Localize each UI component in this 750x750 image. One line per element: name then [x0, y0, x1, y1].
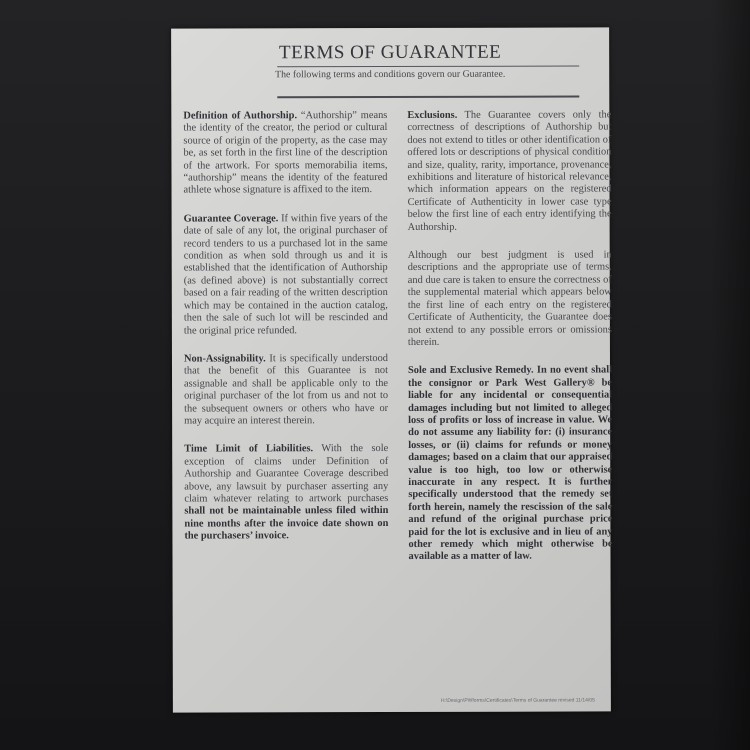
file-path-footer: H:\Design\PWforms\Certificates\Terms of Guarantee revised 11/14/05: [440, 697, 595, 704]
section-body: “Authorship” means the identity of the creator, the period or cultural source of origin of the property, as the case may be, as set forth in the first line of the description of the artwork. For sports memorabilia items, “authorship” means the identity of the featured athlete whose signature is affixed to the item.: [183, 110, 388, 196]
section-emphasis: shall not be maintainable unless filed within nine months after the invoice date shown on the purchasers’ invoice.: [184, 505, 389, 542]
definition-of-authorship-section: [183, 110, 387, 197]
time-limit-of-liabilities-section: [184, 443, 388, 543]
left-column: [183, 110, 388, 559]
right-column: [407, 109, 612, 579]
non-assignability-section: [184, 353, 388, 428]
exclusions-section: [407, 109, 611, 234]
document-subtitle: The following terms and conditions govern our Guarantee.: [275, 68, 506, 81]
subtitle-rule: [277, 96, 579, 98]
best-judgment-section: [408, 249, 612, 349]
section-body: Although our best judgment is used in descriptions and the appropriate use of terms, and due care is taken to ensure the correctness of the supplemental material which appears below the first line of each entry on the registered Certificate of Authenticity, the Guarantee does not extend to any possible errors or omissions therein.: [407, 249, 612, 348]
section-body: It is specifically understood that the benefit of this Guarantee is not assignable and shall be applicable only to the original purchaser of the lot from us and not to the subsequent owners or others who have or may acquire an interest therein.: [183, 352, 389, 427]
section-body: The Guarantee covers only the correctness of descriptions of Authorship but does not extend to titles or other identification of offered lots or descriptions of physical condition and size, quality, rarity, importance, provenance, exhibitions and literature of historical relevance, which information appears on the registered Certificate of Authenticity in lower case type below the first line of each entry identifying the Authorship.: [407, 109, 612, 233]
section-heading: Definition of Authorship.: [183, 110, 298, 122]
document-title: TERMS OF GUARANTEE: [279, 41, 502, 64]
guarantee-coverage-section: [184, 213, 388, 338]
section-heading: Time Limit of Liabilities.: [184, 443, 314, 455]
section-body: With the sole exception of claims under Definition of Authorship and Guarantee Coverage described above, any lawsuit by purchaser asserting any claim whatever relating to artwork purchases: [184, 443, 389, 505]
section-body: If within five years of the date of sale of any lot, the original purchaser of record tenders to us a purchased lot in the same condition as when sold through us and it is established that the identification of Authorship (as defined above) is not substantially correct based on a fair reading of the written description which may be contained in the auction catalog, then the sale of such lot will be rescinded and the original price refunded.: [183, 212, 388, 337]
title-rule: [277, 66, 579, 68]
section-heading: Exclusions.: [407, 109, 458, 121]
guarantee-document: [171, 27, 611, 712]
section-emphasis: In no event shall the consignor or Park West Gallery® be liable for any incidental or consequential damages including but not limited to alleged loss of profits or loss of increase in value. We do not assume any liability for: (i) insurance losses, or (ii) claims for refunds or money damages; based on a claim that our appraised value is too high, too low or otherwise inaccurate in any respect. It is further specifically understood that the remedy set forth herein, namely the rescission of the sale and refund of the original purchase price paid for the lot is exclusive and in lieu of any other remedy which might otherwise be available as a matter of law.: [408, 364, 613, 563]
section-heading: Guarantee Coverage.: [183, 213, 279, 225]
section-heading: Non-Assignability.: [183, 353, 266, 365]
background-shadow: [710, 0, 750, 750]
section-heading: Sole and Exclusive Remedy.: [407, 364, 534, 377]
sole-exclusive-remedy-section: [408, 365, 613, 564]
